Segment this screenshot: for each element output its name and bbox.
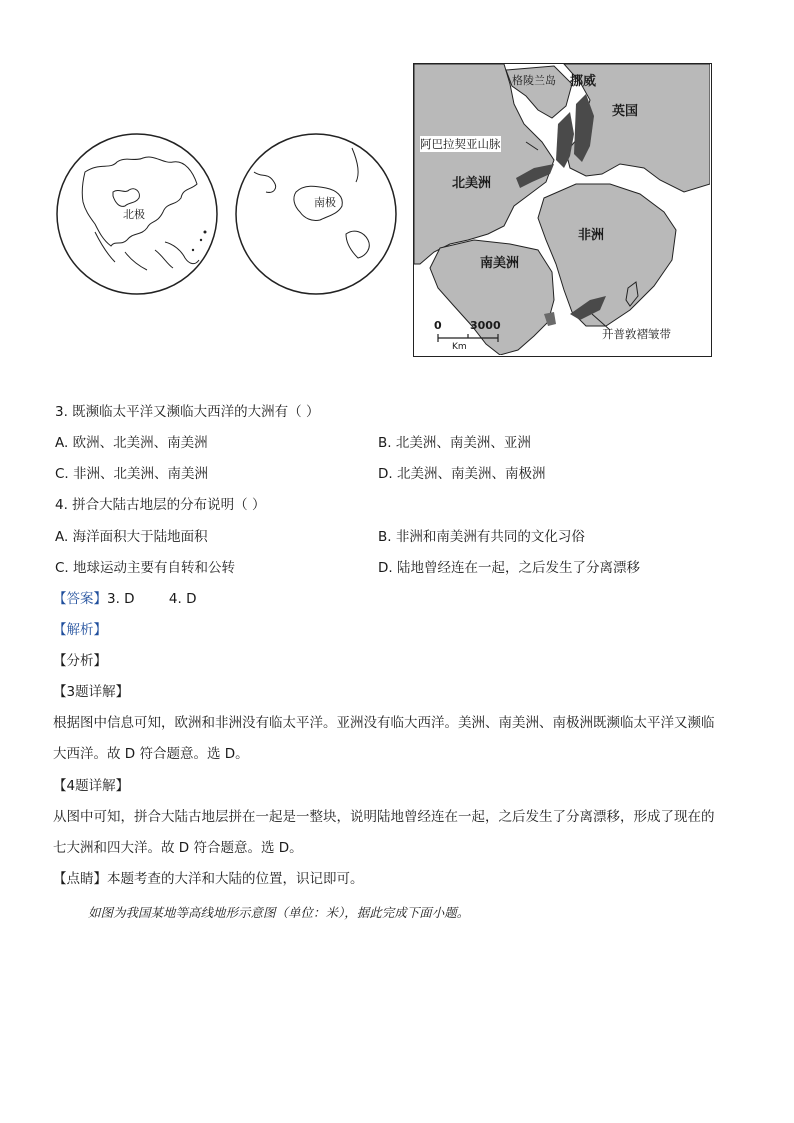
q4-detail-label: 【4题详解】 (53, 778, 130, 794)
south-america-label: 南美洲 (480, 256, 520, 271)
answer-line (53, 590, 196, 608)
north-pole-globe (55, 132, 220, 297)
answer-value: 3. D 4. D (107, 591, 197, 607)
south-pole-globe-drawing (234, 132, 399, 297)
south-pole-globe (234, 132, 399, 297)
analysis-label: 【解析】 (53, 622, 107, 638)
pangaea-map (413, 63, 712, 357)
q3-option-c: C. 非洲、北美洲、南美洲 (55, 466, 209, 482)
q4-option-d: D. 陆地曾经连在一起，之后发生了分离漂移 (378, 560, 640, 576)
next-question-intro: 如图为我国某地等高线地形示意图（单位：米），据此完成下面小题。 (88, 905, 470, 920)
north-pole-label: 北极 (123, 208, 145, 221)
q3-option-d: D. 北美洲、南美洲、南极洲 (378, 466, 546, 482)
q3-option-a: A. 欧洲、北美洲、南美洲 (55, 435, 208, 451)
britain-label: 英国 (612, 104, 639, 119)
q3-option-b: B. 北美洲、南美洲、亚洲 (378, 435, 531, 451)
norway-label: 挪威 (570, 74, 597, 89)
answer-label: 【答案】 (53, 591, 107, 607)
q4-detail-line1: 从图中可知，拼合大陆古地层拼在一起是一整块，说明陆地曾经连在一起，之后发生了分离漂移，形成了现在的 (53, 809, 715, 825)
scale-unit-label: Km (452, 342, 467, 352)
africa-label: 非洲 (578, 228, 605, 243)
pangaea-map-drawing (414, 64, 710, 355)
q4-option-c: C. 地球运动主要有自转和公转 (55, 560, 236, 576)
q3-detail-line1: 根据图中信息可知，欧洲和非洲没有临太平洋。亚洲没有临大西洋。美洲、南美洲、南极洲既濒临太平洋又濒临 (53, 715, 715, 731)
q4-option-b: B. 非洲和南美洲有共同的文化习俗 (378, 529, 585, 545)
dianjing-text: 本题考查的大洋和大陆的位置，识记即可。 (107, 871, 364, 887)
fenxi-label: 【分析】 (53, 653, 107, 669)
dianjing-line (53, 870, 364, 888)
appalachian-label: 阿巴拉契亚山脉 (420, 137, 501, 151)
q4-option-a: A. 海洋面积大于陆地面积 (55, 529, 208, 545)
south-pole-label: 南极 (314, 196, 336, 209)
q4-detail-line2: 七大洲和四大洋。故 D 符合题意。选 D。 (53, 840, 303, 856)
q3-detail-line2: 大西洋。故 D 符合题意。选 D。 (53, 746, 249, 762)
north-america-label: 北美洲 (452, 176, 492, 191)
greenland-label: 格陵兰岛 (512, 74, 556, 87)
q3-detail-label: 【3题详解】 (53, 684, 130, 700)
dianjing-label: 【点睛】 (53, 871, 107, 887)
cape-fold-label: 开普敦褶皱带 (602, 327, 671, 341)
scale-zero-label: 0 (434, 319, 442, 332)
scale-value-label: 3000 (470, 319, 501, 332)
q4-stem: 4. 拼合大陆古地层的分布说明（ ） (55, 497, 266, 513)
q3-stem: 3. 既濒临太平洋又濒临大西洋的大洲有（ ） (55, 404, 320, 420)
